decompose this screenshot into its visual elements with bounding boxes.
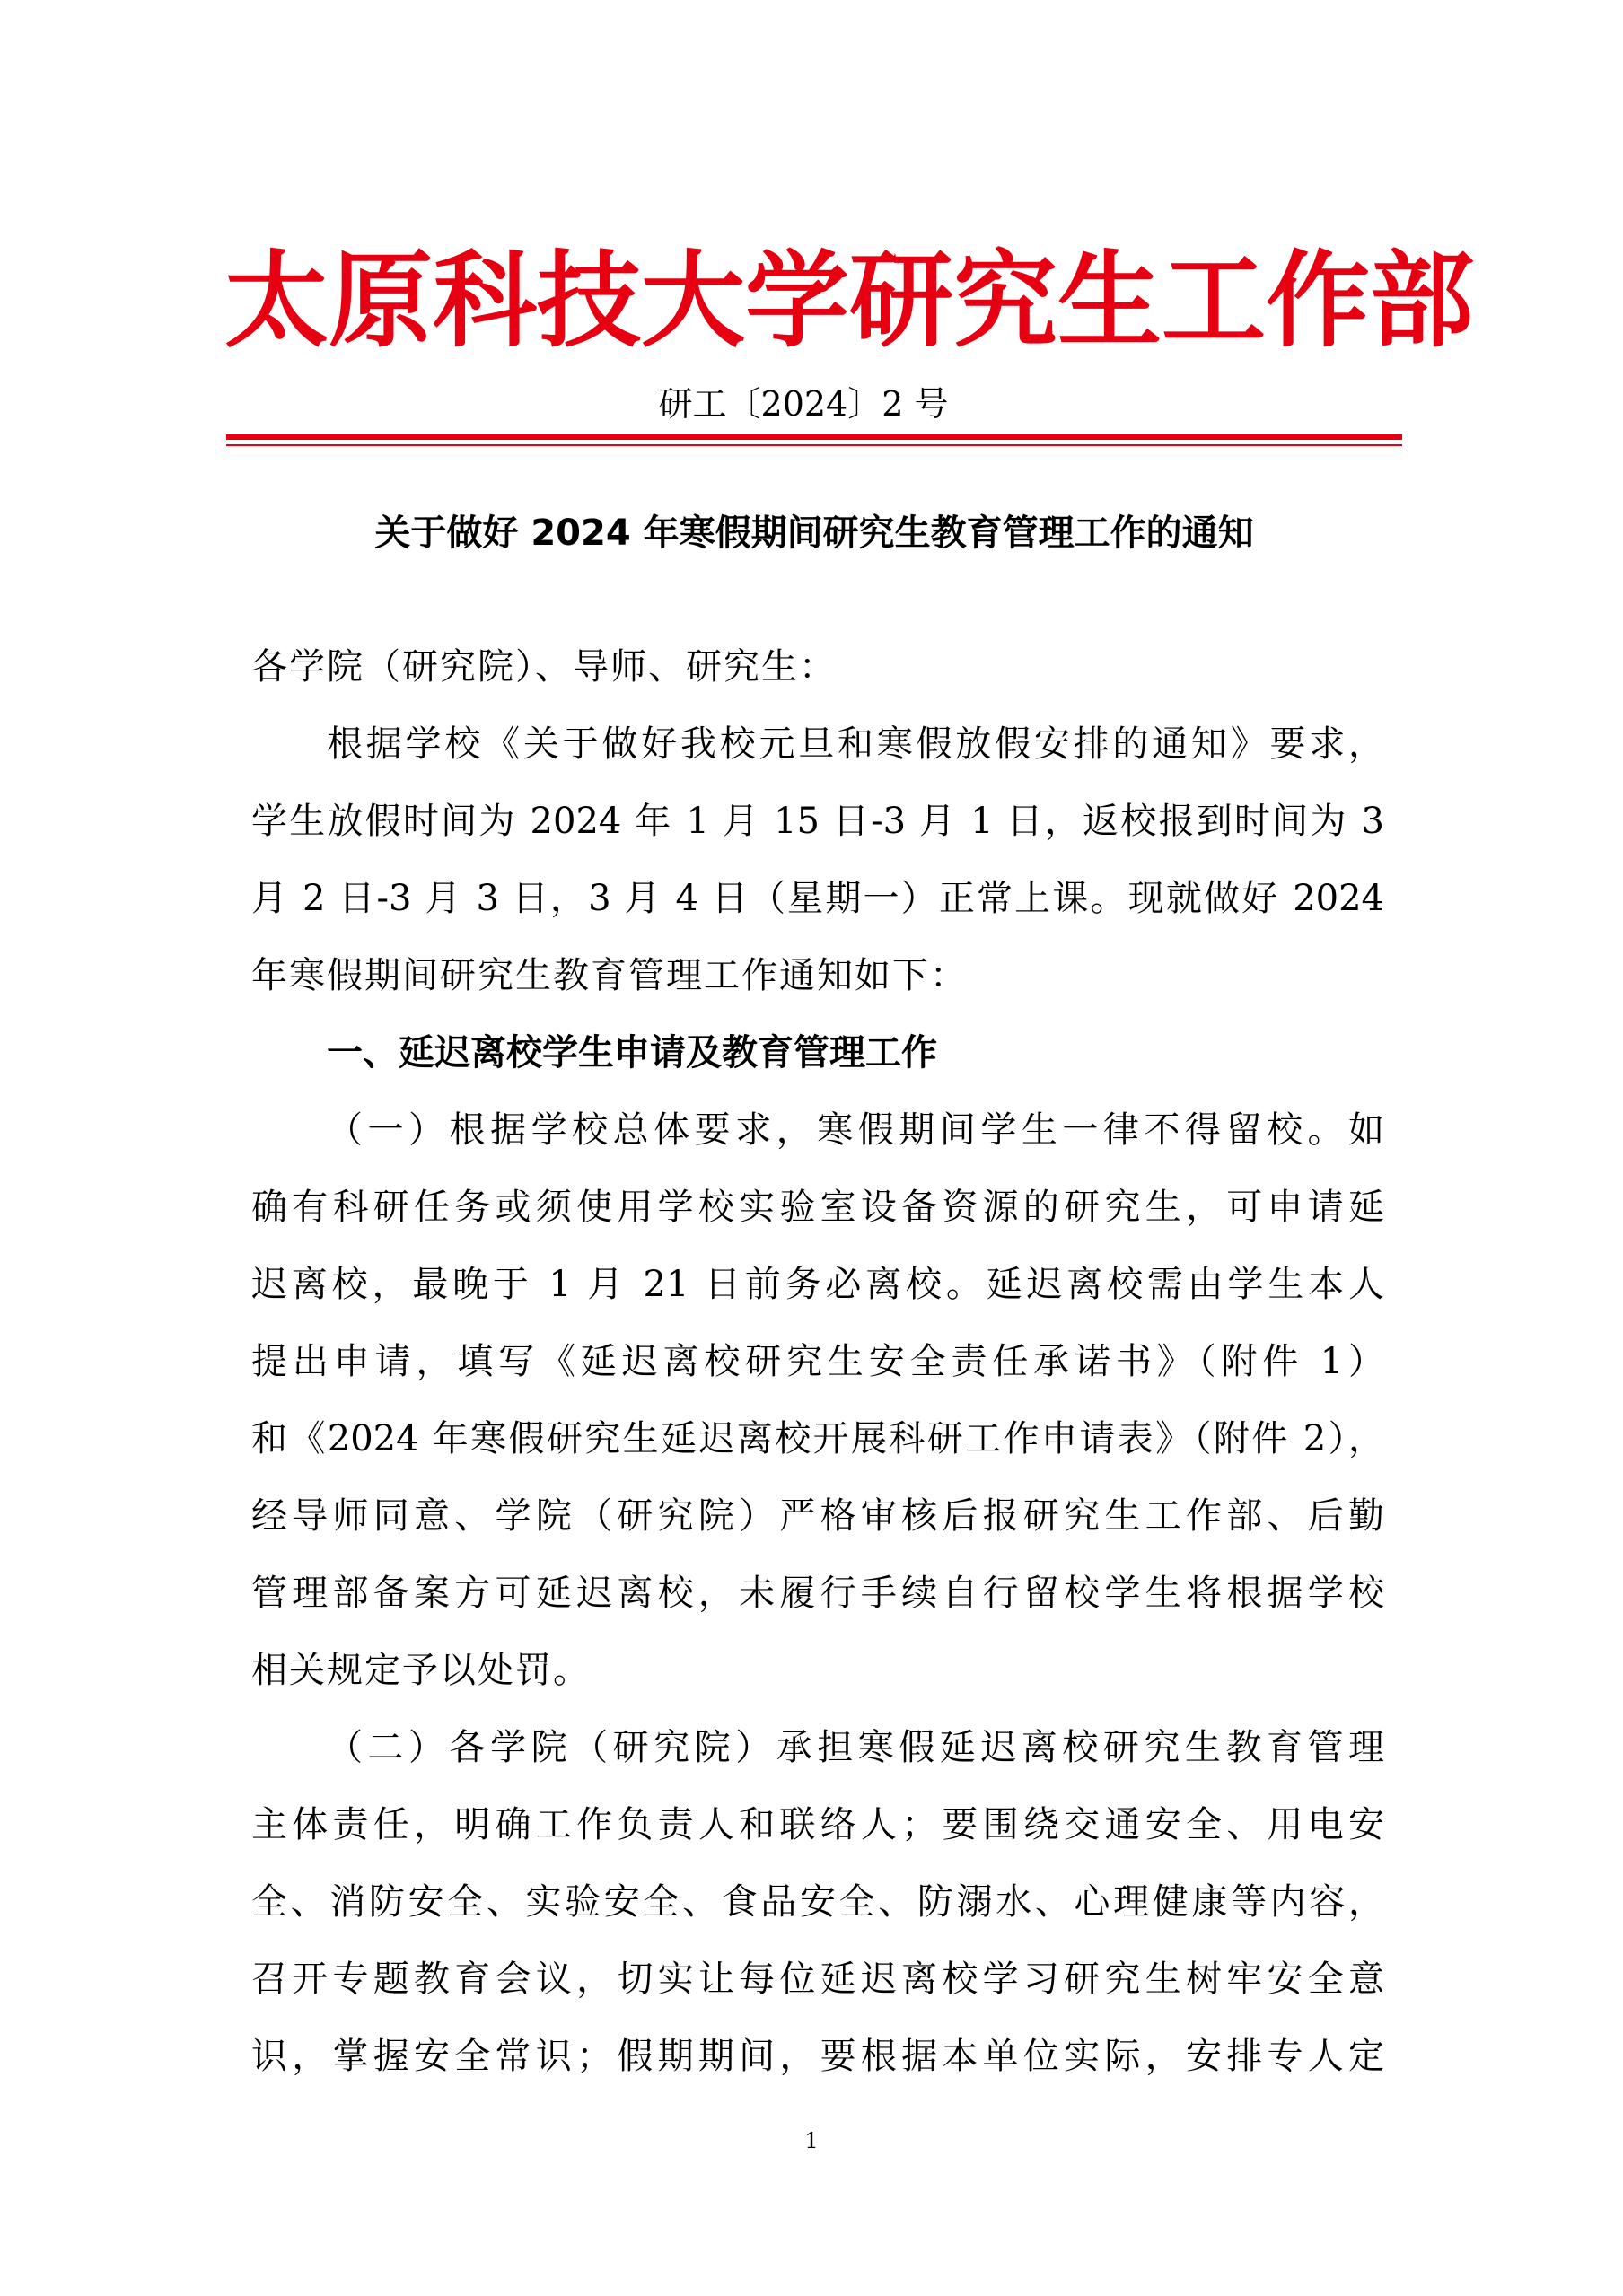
body-line: 相关规定予以处罚。 [251,1650,591,1691]
body-line: 经导师同意、学院（研究院）严格审核后报研究生工作部、后勤 [251,1495,1384,1537]
salutation: 各学院（研究院）、导师、研究生： [251,646,837,688]
red-rule-thick [226,434,1402,440]
document-number: 研工〔2024〕2 号 [658,384,949,424]
body-line: （二）各学院（研究院）承担寒假延迟离校研究生教育管理 [327,1727,1384,1768]
page-number: 1 [804,2128,819,2153]
body-line: 迟离校，最晚于 1 月 21 日前务必离校。延迟离校需由学生本人 [251,1264,1384,1305]
body-line: 识，掌握安全常识；假期期间，要根据本单位实际，安排专人定 [251,2036,1384,2077]
body-line: 年寒假期间研究生教育管理工作通知如下： [251,955,968,996]
body-line: 召开专题教育会议，切实让每位延迟离校学习研究生树牢安全意 [251,1959,1384,2000]
body-line: 月 2 日-3 月 3 日，3 月 4 日（星期一）正常上课。现就做好 2024 [251,878,1384,919]
red-rule-thin [226,444,1402,446]
body-line: 学生放假时间为 2024 年 1 月 15 日-3 月 1 日，返校报到时间为 3 [251,801,1384,842]
body-line: （一）根据学校总体要求，寒假期间学生一律不得留校。如 [327,1109,1384,1151]
body-line: 确有科研任务或须使用学校实验室设备资源的研究生，可申请延 [251,1187,1384,1228]
section-heading: 一、延迟离校学生申请及教育管理工作 [327,1032,937,1074]
masthead-organization: 太原科技大学研究生工作部 [224,240,1474,362]
body-line: 提出申请，填写《延迟离校研究生安全责任承诺书》（附件 1） [251,1341,1384,1382]
body-line: 管理部备案方可延迟离校，未履行手续自行留校学生将根据学校 [251,1573,1384,1614]
body-line: 全、消防安全、实验安全、食品安全、防溺水、心理健康等内容， [251,1881,1384,1923]
body-line: 根据学校《关于做好我校元旦和寒假放假安排的通知》要求， [327,723,1384,765]
document-title: 关于做好 2024 年寒假期间研究生教育管理工作的通知 [374,513,1254,554]
body-line: 和《2024 年寒假研究生延迟离校开展科研工作申请表》（附件 2）， [251,1418,1384,1459]
body-line: 主体责任，明确工作负责人和联络人；要围绕交通安全、用电安 [251,1804,1384,1845]
document-body [251,628,1384,2095]
